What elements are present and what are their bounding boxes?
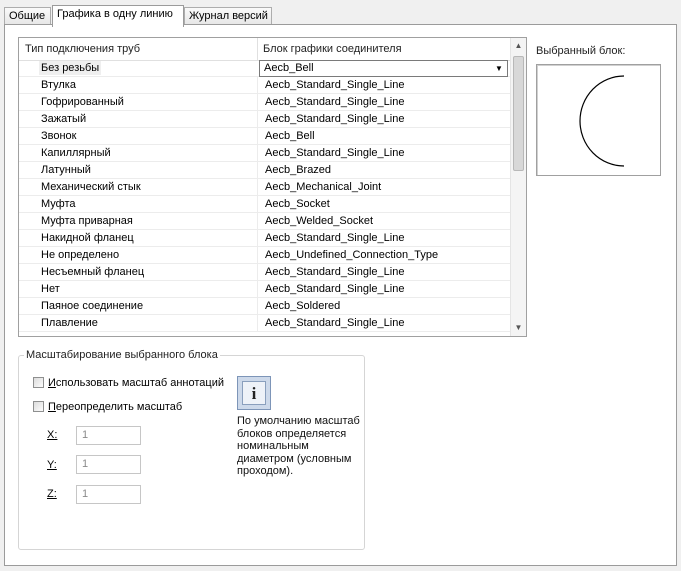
checkbox-label[interactable]: Переопределить масштаб bbox=[48, 401, 183, 413]
tab-single-line-graphics[interactable]: Графика в одну линию bbox=[52, 5, 184, 27]
row-block: Aecb_Standard_Single_Line bbox=[265, 232, 405, 244]
row-block: Aecb_Bell bbox=[265, 130, 315, 142]
vertical-scrollbar[interactable] bbox=[510, 38, 526, 336]
table-row[interactable] bbox=[19, 145, 510, 162]
info-text: По умолчанию масштаб блоков определяется номинальным диаметром (условным проходом). bbox=[237, 415, 360, 477]
row-block: Aecb_Standard_Single_Line bbox=[265, 147, 405, 159]
table-row[interactable] bbox=[19, 196, 510, 213]
y-scale-field[interactable]: 1 bbox=[76, 455, 141, 474]
arrow-down-icon[interactable]: ▼ bbox=[514, 323, 523, 332]
row-block: Aecb_Soldered bbox=[265, 300, 341, 312]
row-connection-type: Звонок bbox=[41, 130, 77, 142]
row-block: Aecb_Mechanical_Joint bbox=[265, 181, 382, 193]
x-label: X: bbox=[47, 429, 58, 441]
row-block: Aecb_Standard_Single_Line bbox=[265, 283, 405, 295]
info-icon bbox=[237, 376, 271, 410]
row-block: Aecb_Standard_Single_Line bbox=[265, 317, 405, 329]
preview-label: Выбранный блок: bbox=[536, 45, 626, 57]
table-row[interactable] bbox=[19, 77, 510, 94]
row-block: Aecb_Undefined_Connection_Type bbox=[265, 249, 439, 261]
row-connection-type: Зажатый bbox=[41, 113, 87, 125]
row-connection-type: Нет bbox=[41, 283, 60, 295]
table-row[interactable] bbox=[19, 298, 510, 315]
scale-group-title: Масштабирование выбранного блока bbox=[26, 349, 218, 361]
block-combobox[interactable] bbox=[259, 60, 508, 77]
y-label: Y: bbox=[47, 459, 57, 471]
info-glyph: i bbox=[242, 381, 266, 405]
table-row[interactable] bbox=[19, 128, 510, 145]
chevron-down-icon[interactable]: ▼ bbox=[495, 64, 503, 73]
row-block: Aecb_Brazed bbox=[265, 164, 332, 176]
x-scale-field[interactable]: 1 bbox=[76, 426, 141, 445]
row-block: Aecb_Socket bbox=[265, 198, 330, 210]
z-label: Z: bbox=[47, 488, 57, 500]
checkbox-box[interactable] bbox=[33, 401, 44, 412]
table-row[interactable] bbox=[19, 315, 510, 332]
table-row[interactable] bbox=[19, 162, 510, 179]
block-preview bbox=[536, 64, 661, 176]
row-connection-type: Втулка bbox=[41, 79, 76, 91]
row-connection-type: Не определено bbox=[41, 249, 120, 261]
grid-header bbox=[19, 38, 510, 61]
column-header-block[interactable]: Блок графики соединителя bbox=[263, 43, 402, 55]
row-connection-type: Накидной фланец bbox=[41, 232, 134, 244]
row-block: Aecb_Standard_Single_Line bbox=[265, 266, 405, 278]
row-block: Aecb_Standard_Single_Line bbox=[265, 113, 405, 125]
row-connection-type: Гофрированный bbox=[41, 96, 124, 108]
row-connection-type: Паяное соединение bbox=[41, 300, 144, 312]
arrow-up-icon[interactable]: ▲ bbox=[514, 41, 523, 50]
row-connection-type: Механический стык bbox=[41, 181, 141, 193]
checkbox-label[interactable]: Использовать масштаб аннотаций bbox=[48, 377, 225, 389]
row-block: Aecb_Welded_Socket bbox=[265, 215, 374, 227]
grid-rows bbox=[19, 60, 510, 332]
row-connection-type: Несъемный фланец bbox=[41, 266, 145, 278]
scrollbar-thumb[interactable] bbox=[513, 56, 524, 171]
table-row[interactable] bbox=[19, 94, 510, 111]
row-connection-type: Муфта приварная bbox=[41, 215, 133, 227]
column-header-connection-type[interactable]: Тип подключения труб bbox=[25, 43, 141, 55]
row-block: Aecb_Standard_Single_Line bbox=[265, 79, 405, 91]
table-row[interactable] bbox=[19, 247, 510, 264]
connection-grid bbox=[18, 37, 527, 337]
row-connection-type: Капиллярный bbox=[41, 147, 111, 159]
table-row[interactable] bbox=[19, 111, 510, 128]
checkbox-box[interactable] bbox=[33, 377, 44, 388]
tab-version-history[interactable]: Журнал версий bbox=[184, 7, 272, 25]
table-row[interactable] bbox=[19, 281, 510, 298]
table-row-selected[interactable] bbox=[19, 60, 510, 77]
column-divider[interactable] bbox=[257, 38, 258, 60]
combobox-value: Aecb_Bell bbox=[264, 62, 314, 74]
table-row[interactable] bbox=[19, 179, 510, 196]
bell-block-icon bbox=[537, 65, 660, 175]
table-row[interactable] bbox=[19, 213, 510, 230]
table-row[interactable] bbox=[19, 230, 510, 247]
table-row[interactable] bbox=[19, 264, 510, 281]
row-connection-type: Муфта bbox=[41, 198, 76, 210]
tab-general[interactable]: Общие bbox=[4, 7, 51, 25]
row-connection-type: Без резьбы bbox=[41, 62, 100, 74]
z-scale-field[interactable]: 1 bbox=[76, 485, 141, 504]
row-connection-type: Плавление bbox=[41, 317, 98, 329]
row-block: Aecb_Standard_Single_Line bbox=[265, 96, 405, 108]
row-connection-type: Латунный bbox=[41, 164, 91, 176]
